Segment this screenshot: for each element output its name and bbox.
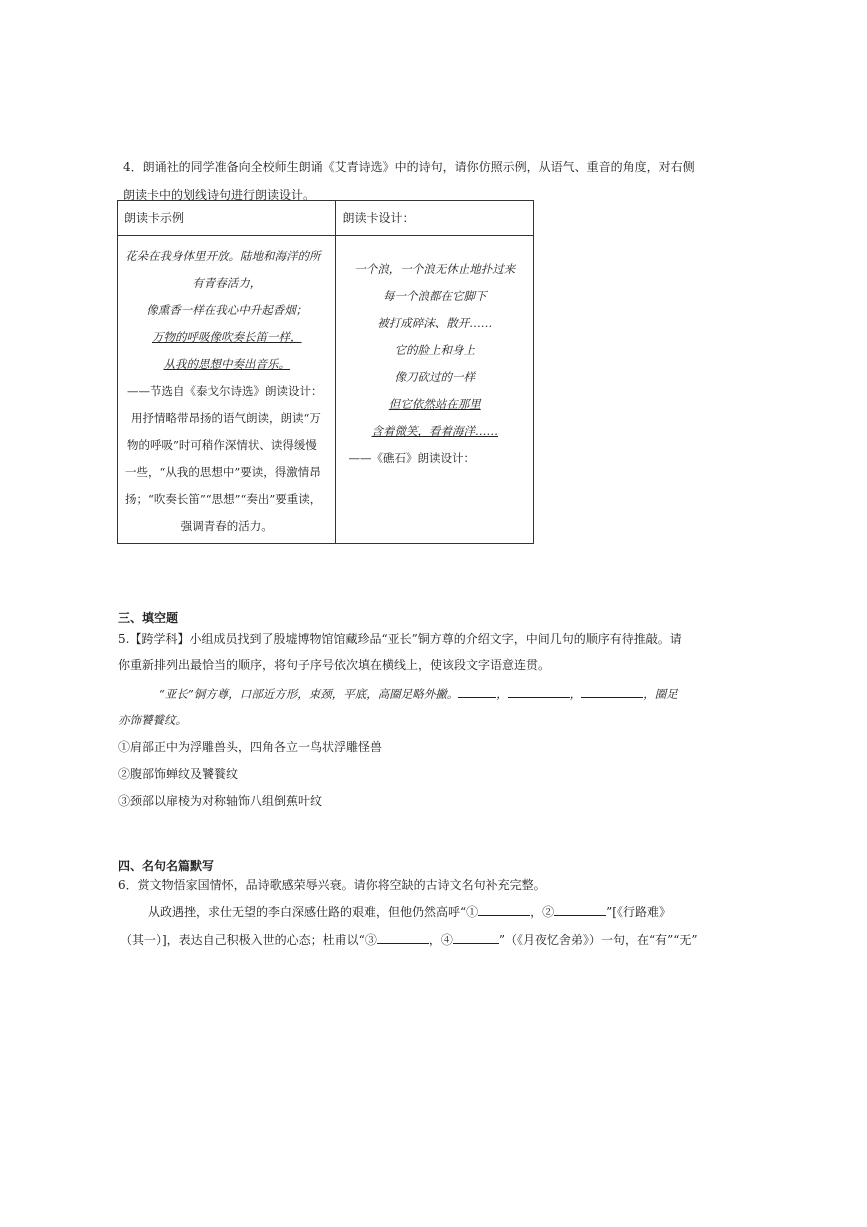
answer-blank-q6-2[interactable] xyxy=(554,903,606,916)
design-poem-line-underlined: 含着微笑，看着海洋…… xyxy=(371,424,498,438)
example-poem-line: 有青春活力， xyxy=(192,276,262,290)
example-poem-line-underlined: 从我的思想中奏出音乐。 xyxy=(163,357,290,371)
design-poem-line: 被打成碎沫、散开…… xyxy=(377,316,493,330)
example-design-line: 强调青春的活力。 xyxy=(180,519,273,533)
option-2: ②腹部饰蝉纹及饕餮纹 xyxy=(118,767,239,781)
example-poem-line: 花朵在我身体里开放。陆地和海洋的所 xyxy=(125,249,321,263)
passage-line-2: 亦饰饕餮纹。 xyxy=(118,713,187,727)
passage-text-end: ，圈足 xyxy=(643,687,678,701)
q6-text: （其一）]，表达自己积极入世的心态；杜甫以“③ xyxy=(120,933,377,947)
left-card-cell xyxy=(118,236,336,544)
example-design-line: 扬；“吹奏长笛”“思想”“奏出”要重读， xyxy=(125,492,322,506)
design-source-line: ——《礁石》朗读设计： xyxy=(348,451,475,465)
right-card-header: 朗读卡设计： xyxy=(336,201,534,236)
example-design-line: 物的呼吸”时可稍作深情状、读得缓慢 xyxy=(127,438,317,452)
answer-blank-3[interactable] xyxy=(581,685,643,698)
answer-blank-q6-3[interactable] xyxy=(377,931,429,944)
question-6-line-3 xyxy=(120,927,698,953)
question-6-line-1: 6．赏文物悟家国情怀，品诗歌感荣辱兴衰。请你将空缺的古诗文名句补充完整。 xyxy=(118,878,546,892)
option-3: ③颈部以扉棱为对称轴饰八组倒蕉叶纹 xyxy=(118,794,323,808)
answer-blank-2[interactable] xyxy=(508,685,570,698)
example-design-line: 用抒情略带昂扬的语气朗读，朗读“万 xyxy=(131,411,321,425)
example-poem-line-underlined: 万物的呼吸像吹奏长笛一样， xyxy=(151,330,302,344)
design-poem-line: 每一个浪都在它脚下 xyxy=(382,289,487,303)
passage-line-1: “亚长”铜方尊，口部近方形，束颈，平底，高圈足略外撇。 ， ， ，圈足 xyxy=(159,687,678,701)
answer-blank-q6-4[interactable] xyxy=(453,931,499,944)
design-poem-line: 它的脸上和身上 xyxy=(394,343,475,357)
example-design-line: 一些，“从我的思想中”要读，得激情昂 xyxy=(125,465,321,479)
q6-text: ，② xyxy=(530,905,555,919)
reading-card-table xyxy=(117,200,534,544)
question-5-line-1: 5.【跨学科】小组成员找到了殷墟博物馆馆藏珍品“亚长”铜方尊的介绍文字，中间几句的顺序有待推敲。请 xyxy=(118,632,682,646)
question-4-text: 4．朗诵社的同学准备向全校师生朗诵《艾青诗选》中的诗句，请你仿照示例，从语气、重音的角度，对右侧朗读卡中的划线诗句进行朗读设计。 xyxy=(123,160,695,202)
answer-blank-1[interactable] xyxy=(458,685,496,698)
design-poem-line: 像刀砍过的一样 xyxy=(394,370,475,384)
example-poem-line: 像熏香一样在我心中升起香烟； xyxy=(146,303,308,317)
right-card-cell xyxy=(336,236,534,544)
left-card-header: 朗读卡示例 xyxy=(118,201,336,236)
passage-text: “亚长”铜方尊，口部近方形，束颈，平底，高圈足略外撇。 xyxy=(159,687,459,701)
q6-text: ，④ xyxy=(428,933,453,947)
answer-blank-q6-1[interactable] xyxy=(478,903,530,916)
q6-text: ”[《行路难》 xyxy=(606,905,671,919)
design-poem-line: 一个浪，一个浪无休止地扑过来 xyxy=(354,262,516,276)
option-1: ①肩部正中为浮雕兽头，四角各立一鸟状浮雕怪兽 xyxy=(118,740,383,754)
section-3-title: 三、填空题 xyxy=(118,611,179,625)
design-poem-line-underlined: 但它依然站在那里 xyxy=(388,397,481,411)
example-source-line: ——节选自《泰戈尔诗选》朗读设计： xyxy=(127,384,323,398)
question-6-line-2 xyxy=(148,899,671,925)
question-5-line-2: 你重新排列出最恰当的顺序，将句子序号依次填在横线上，使该段文字语意连贯。 xyxy=(118,658,551,672)
section-4-title: 四、名句名篇默写 xyxy=(118,859,215,873)
q6-text: ”（《月夜忆舍弟》）一句，在“有”“无” xyxy=(498,933,698,947)
q6-text: 从政遇挫，求仕无望的李白深感仕路的艰难，但他仍然高呼“① xyxy=(148,905,479,919)
